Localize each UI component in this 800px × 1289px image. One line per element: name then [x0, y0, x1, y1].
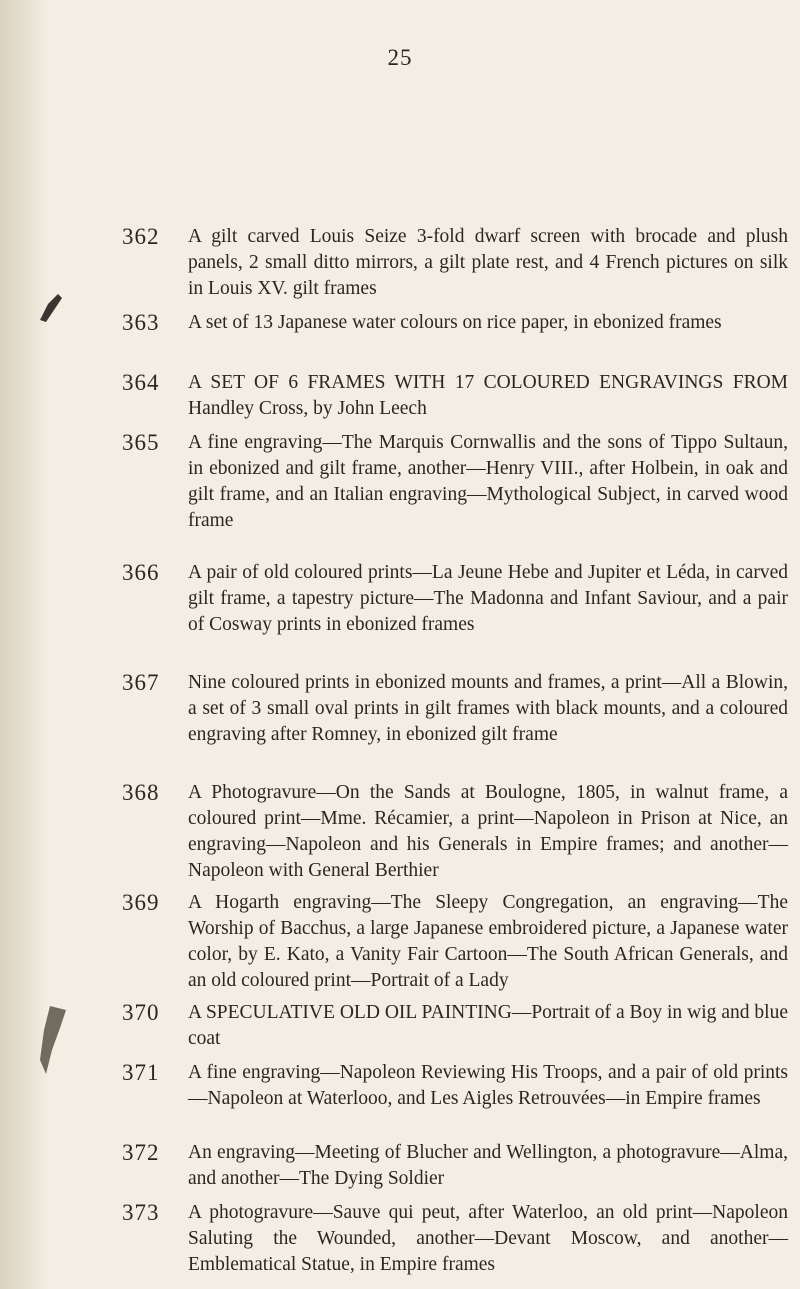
lot-number: 364: [122, 370, 160, 395]
lot-description: A photogravure—Sauve qui peut, after Waterloo, an old print—Napoleon Saluting the Wounded, another—Devant Moscow, and another—Emblematical Statue, in Empire frames: [188, 1202, 788, 1275]
lot-number: 371: [122, 1060, 160, 1085]
page-number: 25: [387, 45, 413, 70]
lot-description: A gilt carved Louis Seize 3-fold dwarf screen with brocade and plush panels, 2 small ditto mirrors, a gilt plate rest, and 4 French pictures on silk in Louis XV. gilt frames: [188, 226, 788, 299]
lot-description: Nine coloured prints in ebonized mounts and frames, a print—All a Blowin, a set of 3 small oval prints in gilt frames with black mounts, and a coloured engraving after Romney, in ebonized gilt frame: [188, 672, 788, 745]
lot-description: A fine engraving—The Marquis Cornwallis and the sons of Tippo Sultaun, in ebonized and gilt frame, another—Henry VIII., after Holbein, in oak and gilt frame, and an Italian engraving—Mythological Subject, in carved wood frame: [188, 432, 788, 531]
ink-blot: [36, 290, 66, 324]
lot-number: 367: [122, 670, 160, 695]
lot-description: An engraving—Meeting of Blucher and Wellington, a photogravure—Alma, and another—The Dying Soldier: [188, 1142, 788, 1189]
lot-number: 369: [122, 890, 160, 915]
lot-description: A Photogravure—On the Sands at Boulogne, 1805, in walnut frame, a coloured print—Mme. Récamier, a print—Napoleon in Prison at Nice, an engraving—Napoleon and his Generals in Empire frames; and another—Napoleon with General Berthier: [188, 782, 788, 881]
page-edge: [0, 0, 48, 1289]
lot-number: 370: [122, 1000, 160, 1025]
lot-description: A pair of old coloured prints—La Jeune Hebe and Jupiter et Léda, in carved gilt frame, a tapestry picture—The Madonna and Infant Saviour, and a pair of Cosway prints in ebonized frames: [188, 562, 788, 635]
lot-description: A Hogarth engraving—The Sleepy Congregation, an engraving—The Worship of Bacchus, a large Japanese embroidered picture, a Japanese water color, by E. Kato, a Vanity Fair Cartoon—The South African Generals, and an old coloured print—Portrait of a Lady: [188, 892, 788, 991]
lot-description: A fine engraving—Napoleon Reviewing His Troops, and a pair of old prints—Napoleon at Waterlooo, and Les Aigles Retrouvées—in Empire frames: [188, 1062, 788, 1109]
lot-number: 365: [122, 430, 160, 455]
lot-number: 366: [122, 560, 160, 585]
ink-blot: [30, 1000, 74, 1090]
lot-number: 362: [122, 224, 160, 249]
lot-number: 372: [122, 1140, 160, 1165]
lot-number: 373: [122, 1200, 160, 1225]
lot-description: A SET OF 6 FRAMES WITH 17 COLOURED ENGRAVINGS FROM Handley Cross, by John Leech: [188, 372, 788, 419]
lot-description: A SPECULATIVE OLD OIL PAINTING—Portrait of a Boy in wig and blue coat: [188, 1002, 788, 1049]
lot-number: 368: [122, 780, 160, 805]
lot-description: A set of 13 Japanese water colours on rice paper, in ebonized frames: [188, 312, 722, 333]
lot-number: 363: [122, 310, 160, 335]
